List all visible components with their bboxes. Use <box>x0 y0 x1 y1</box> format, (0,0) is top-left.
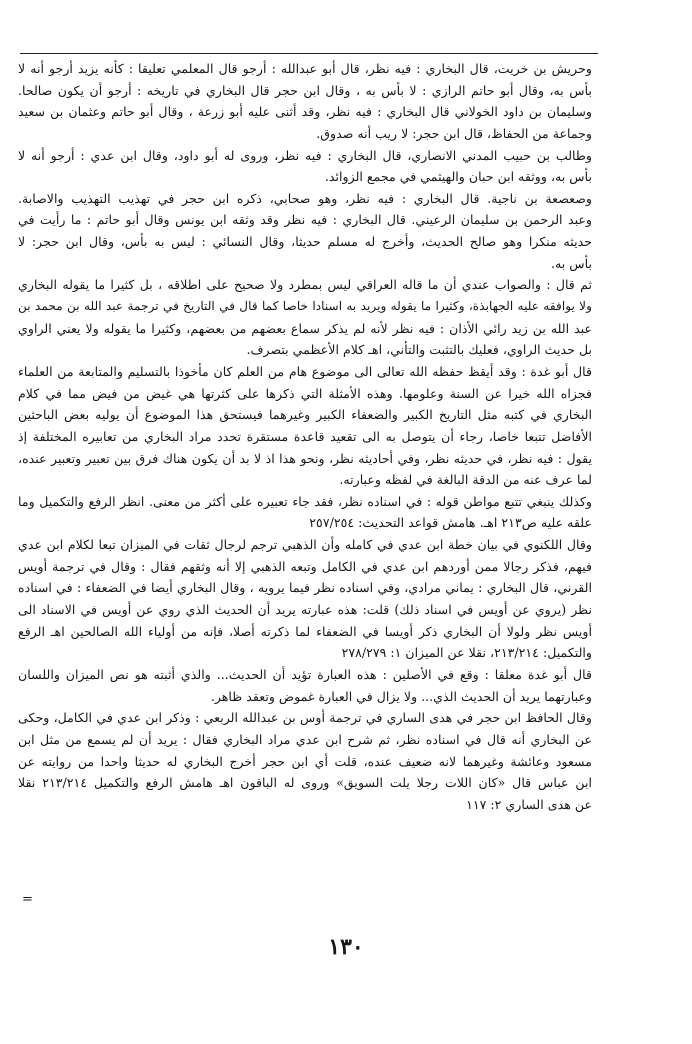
text-line: فيهم، فذكر رجالا ممن أوردهم ابن عدي في الكامل وتبعه الذهبي إلا أنه وثقهم فقال : وقال في ترجمة أويس <box>18 558 592 574</box>
text-line: بأس به، وقال أبو حاتم الرازي : لا بأس به ، وقال ابن حجر قال البخاري في تاريخه : أرجو أن يكون صالحا. <box>18 82 592 98</box>
text-line: وقال الحافظ ابن حجر في هدى الساري في ترجمة أوس بن عبدالله الربعي : وذكر ابن عدي في الكامل، وحكى <box>18 710 592 726</box>
text-line: عن البخاري أنه قال في اسناده نظر، ثم شرح ابن عدي مراد البخاري فقال : يريد أن لم يسمع من مثل ابن <box>18 731 592 747</box>
text-line: علقه عليه ص٢١٣ اهـ. هامش قواعد التحديث: ٢٥٧/٢٥٤ <box>309 515 592 531</box>
text-line: وعبد الرحمن بن سليمان الرعيني. قال البخاري : فيه نظر وقد وثقه ابن يونس وقال أبو حاتم : ما رأيت في <box>18 212 592 228</box>
text-line: نظر (يروي عن أويس في اسناد ذلك) قلت: هذه عبارته يريد أن الحديث الذي روي عن أويس في الاسناد الى <box>18 602 592 618</box>
page-number: ١٣٠ <box>328 934 364 960</box>
text-line: ولا يوافقه عليه الجهابذة، وكثيرا ما يقوله ويريد به اسنادا خاصا كما قال في التاريخ في ترجمة عبد الله بن محمد بن <box>18 299 592 314</box>
text-line: ابن عباس قال «كان اللات رجلا يلت السويق» وروى له الباقون اهـ هامش الرفع والتكميل ٢١٣/٢١٤ نقلا <box>18 775 592 791</box>
text-line: حديثه منكرا وهو صالح الحديث، وأخرج له مسلم حديثا، وقال النسائي : ليس به بأس، وقال ابن حجر: لا <box>18 234 592 250</box>
text-line: يقول : فيه نظر، في حديثه نظر، وفي أحاديثه نظر، ونحو هذا اذ لا بد أن يكون هناك فرق بين تعبير وتعبير عنده، <box>18 450 592 466</box>
text-line: قال أبو غدة معلقا : وقع في الأصلين : هذه العبارة تؤيد أن الحديث... والذي أثبته هو نص الميزان واللسان <box>18 666 592 682</box>
text-line: بل حديث الراوي، فعليك بالتثبت والتأني، اهـ كلام الأعظمي بتصرف. <box>246 342 592 358</box>
text-line: وصعصعة بن ناجية. قال البخاري : فيه نظر، وهو صحابي، ذكره ابن حجر في تهذيب التهذيب والاصابة. <box>18 190 592 206</box>
text-line: وطالب بن حبيب المدني الانصاري، قال البخاري : فيه نظر، وروى له أبو داود، وقال ابن عدي : أرجو أنه لا <box>18 147 592 163</box>
text-line: وقال اللكنوي في بيان خطة ابن عدي في كامله وأن الذهبي ترجم لرجال ثقات في الميزان تبعا لكلام ابن عدي <box>18 537 592 553</box>
text-line: مسعود وعائشة وغيرهما لانه ضعيف عنده، قلت أي ابن حجر أخرج البخاري له حديثا واحدا من روايته عن <box>18 753 592 769</box>
text-line: قال أبو غدة : وقد أيقظ حفظه الله تعالى الى موضوع هام من العلم كان مأخوذا بالتسليم والمتابعة من العلماء <box>18 363 592 379</box>
text-line: عبد الله بن زيد رائي الأذان : فيه نظر لأنه لم يذكر سماع بعضهم من بعضهم، وكثيرا ما يقوله ولا يعني الراوي <box>18 320 592 336</box>
body-text <box>18 58 592 815</box>
text-line: لما عرف عنه من الدقة البالغة في لفظه وعبارته. <box>339 472 592 488</box>
text-line: وكذلك ينبغي تتبع مواطن قوله : في اسناده نظر، فقد جاء تعبيره على أكثر من معنى. انظر الرفع والتكميل وما <box>18 493 592 509</box>
text-line: الأفاضل تتبعا خاصا، رجاء أن يتوصل به الى تقعيد قاعدة مستقرة تحدد مراد البخاري من تعابيره المختلفة إذ <box>18 428 592 444</box>
text-line: فجزاه الله خيرا عن السنة وعلومها. وهذه الأمثلة التي ذكرها على كثرتها هي غيض من فيض مما في كلام <box>18 385 592 401</box>
text-line: عن هدى الساري ٢: ١١٧ <box>466 796 592 812</box>
footnote-continuation-mark: = <box>22 892 33 907</box>
text-line: وسليمان بن داود الخولاني قال البخاري : فيه نظر، وقد أثنى عليه أبو زرعة ، وقال أبو حاتم وعثمان بن سعيد <box>18 104 592 120</box>
text-line: بأس به. <box>551 255 592 271</box>
text-line: البخاري في كتبه مثل التاريخ الكبير والضعفاء الكبير وغيرهما فيستحق هذا الموضوع أن يوليه بعض الباحثين <box>18 407 592 423</box>
text-line: وعبارتهما يريد أن الحديث الذي... ولا يزال في العبارة غموض وتعقد ظاهر. <box>210 688 592 704</box>
text-line: والتكميل: ٢١٣/٢١٤، نقلا عن الميزان ١: ٢٧٨/٢٧٩ <box>341 645 592 661</box>
header-rule <box>20 53 598 54</box>
text-line: وحريش بن خريت، قال البخاري : فيه نظر، قال أبو عبدالله : أرجو قال المعلمي تعليقا : كأنه يزيد أرجو أنه لا <box>18 61 592 76</box>
text-line: القرني، قال البخاري : يماني مرادي، وفي اسناده نظر فيما يرويه ، وقال البخاري أيضا في الضعفاء : في اسناده <box>18 580 592 596</box>
text-line: ثم قال : والصواب عندي أن ما قاله العراقي ليس بمطرد ولا صحيح على اطلاقه ، بل كثيرا ما يقوله البخاري <box>18 277 592 293</box>
text-line: وجماعة من الحفاظ، قال ابن حجر: لا ريب أنه صدوق. <box>316 125 592 141</box>
text-line: بأس به، ووثقه ابن حبان والهيثمي في مجمع الزوائد. <box>324 169 592 185</box>
text-line: أويس نظر ولولا أن البخاري ذكر أويسا في الضعفاء لما ذكرته أصلا، فإنه من أولياء الله الصالحين اهـ الرفع <box>18 623 592 639</box>
